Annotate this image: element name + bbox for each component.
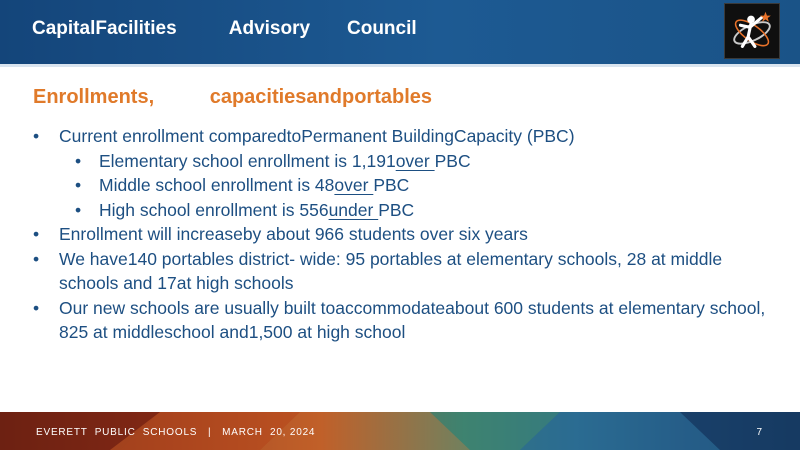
page-number: 7	[756, 427, 762, 438]
bullet-text: PBC	[378, 199, 415, 220]
bullet-item	[33, 124, 773, 149]
bullet-item	[33, 296, 773, 345]
bullet-text: Elementary school enrollment is 1,191	[99, 150, 396, 171]
header-divider	[0, 64, 800, 67]
bullet-item	[33, 247, 773, 296]
bullet-text: PBC	[434, 150, 471, 171]
bullet-text: Enrollment will increaseby about 966 students over six years	[59, 224, 528, 244]
footer-text: EVERETT PUBLIC SCHOOLS | MARCH 20, 2024	[36, 427, 316, 438]
bullet-text: Current enrollment comparedtoPermanent BuildingCapacity (PBC)	[59, 126, 575, 146]
bullet-text: High school enrollment is 556	[99, 199, 329, 220]
sub-bullet-item	[33, 173, 773, 198]
bullet-icon: •	[33, 126, 40, 146]
section-title: Enrollments, capacitiesandportables	[33, 86, 433, 108]
bullet-text: Our new schools are usually built toaccommodateabout 600 students at elementary school, 825 at middleschool and1,500 at high school	[59, 297, 766, 342]
slide-header-title: CapitalFacilities Advisory Council	[32, 18, 417, 39]
bullet-text: We have140 portables district- wide: 95 portables at elementary schools, 28 at middle schools and 17at high schools	[59, 248, 723, 293]
underlined-word: under	[328, 199, 379, 220]
underlined-word: over	[395, 150, 435, 171]
bullet-icon: •	[33, 297, 40, 318]
sub-bullet-item	[33, 198, 773, 223]
bullet-text: PBC	[373, 175, 410, 195]
underlined-word: over	[334, 175, 374, 195]
bullet-icon: •	[33, 248, 40, 269]
bullet-icon: •	[75, 150, 82, 171]
bullet-list	[33, 124, 773, 345]
bullet-icon: •	[75, 175, 82, 195]
sub-bullet-item	[33, 149, 773, 174]
header-bar	[0, 0, 800, 64]
district-logo-icon	[724, 3, 780, 59]
bullet-text: Middle school enrollment is 48	[99, 175, 335, 195]
bullet-item	[33, 222, 773, 247]
footer-bar	[0, 412, 800, 450]
bullet-icon: •	[33, 224, 40, 244]
bullet-icon: •	[75, 199, 82, 220]
logo-graphic	[725, 4, 779, 58]
